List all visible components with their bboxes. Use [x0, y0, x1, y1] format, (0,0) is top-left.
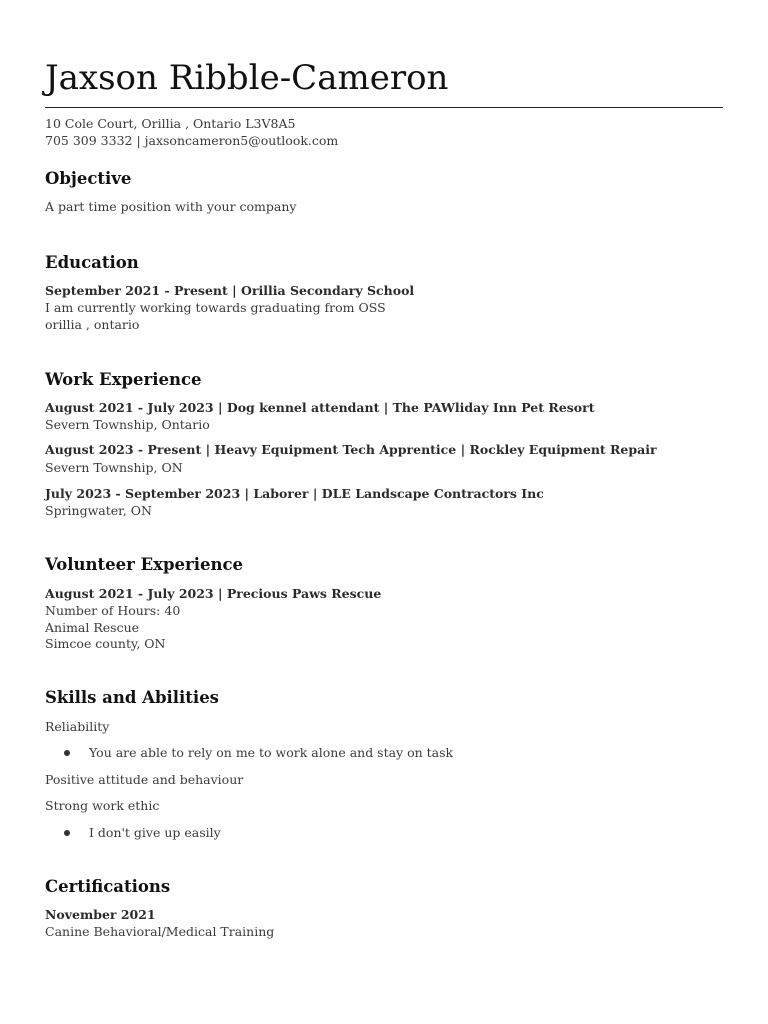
certification-name: Canine Behavioral/Medical Training — [45, 924, 275, 939]
work-entry-title: July 2023 - September 2023 | Laborer | DLE Landscape Contractors Inc — [45, 486, 544, 501]
work-entry-location: Severn Township, Ontario — [45, 417, 210, 432]
contact-line: 705 309 3332 | jaxsoncameron5@outlook.com — [45, 133, 339, 148]
header-divider — [45, 107, 723, 108]
skill-bullet-text: You are able to rely on me to work alone and stay on task — [89, 745, 454, 760]
bullet-icon — [64, 750, 70, 756]
bullet-icon — [64, 830, 70, 836]
skill-item: Positive attitude and behaviour — [45, 772, 244, 787]
volunteer-hours: Number of Hours: 40 — [45, 603, 181, 618]
education-entry-line: I am currently working towards graduating from OSS — [45, 300, 386, 315]
address-line: 10 Cole Court, Orillia , Ontario L3V8A5 — [45, 116, 296, 131]
volunteer-heading: Volunteer Experience — [45, 555, 244, 574]
volunteer-role: Animal Rescue — [45, 620, 140, 635]
education-entry-title: September 2021 - Present | Orillia Secondary School — [45, 283, 415, 298]
education-heading: Education — [45, 253, 139, 272]
candidate-name: Jaxson Ribble-Cameron — [45, 58, 449, 98]
volunteer-location: Simcoe county, ON — [45, 636, 166, 651]
volunteer-entry-title: August 2021 - July 2023 | Precious Paws Rescue — [45, 586, 382, 601]
skill-item: Strong work ethic — [45, 798, 160, 813]
skill-bullet — [64, 824, 221, 841]
certifications-heading: Certifications — [45, 877, 171, 896]
work-entry-title: August 2021 - July 2023 | Dog kennel attendant | The PAWliday Inn Pet Resort — [45, 400, 595, 415]
work-experience-heading: Work Experience — [45, 370, 202, 389]
objective-heading: Objective — [45, 169, 132, 188]
skill-item: Reliability — [45, 719, 110, 734]
skill-bullet-text: I don't give up easily — [89, 825, 221, 840]
work-entry-location: Severn Township, ON — [45, 460, 183, 475]
skill-bullet — [64, 744, 453, 761]
certification-date: November 2021 — [45, 907, 156, 922]
work-entry-location: Springwater, ON — [45, 503, 152, 518]
work-entry-title: August 2023 - Present | Heavy Equipment Tech Apprentice | Rockley Equipment Repair — [45, 442, 657, 457]
objective-text: A part time position with your company — [45, 199, 297, 214]
education-entry-location: orillia , ontario — [45, 317, 140, 332]
skills-heading: Skills and Abilities — [45, 688, 219, 707]
